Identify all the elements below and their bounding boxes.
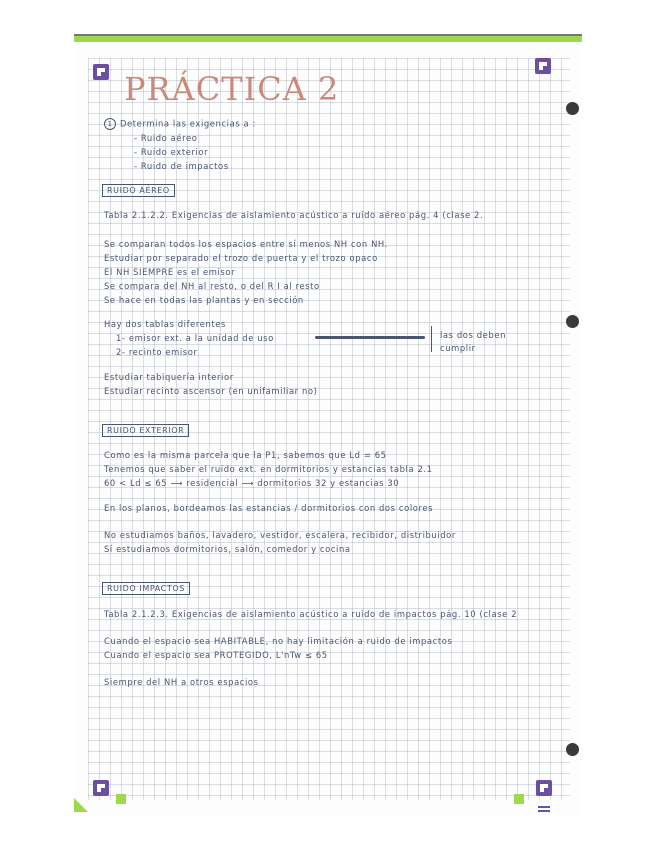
question-text: Determina las exigencias a : [120,118,256,129]
question-1 [104,118,256,130]
green-marker-right [514,794,524,804]
heading-ruido-exterior: RUIDO EXTERIOR [102,424,189,437]
green-marker-left [116,794,126,804]
question-number: 1 [104,118,116,130]
brace-note-1: las dos deben [440,330,506,340]
exterior-line-3: 60 < Ld ≤ 65 ⟶ residencial ⟶ dormitorios 32 y estancias 30 [104,478,400,488]
punch-hole-bottom [566,743,579,756]
tables-intro: Hay dos tablas diferentes [104,319,226,329]
exterior-line-1: Como es la misma parcela que la P1, sabemos que Ld = 65 [104,450,387,460]
footer-green-corner [74,798,88,812]
crossed-out-text [315,336,425,339]
aereo-line-3: El NH SIEMPRE es el emisor [104,267,236,277]
exterior-line-2: Tenemos que saber el ruido ext. en dormitorios y estancias tabla 2.1 [104,464,433,474]
punch-hole-top [566,102,579,115]
exterior-line-6: Sí estudiamos dormitorios, salón, comedor y cocina [104,544,351,554]
aereo-extra-1: Estudiar tabiquería interior [104,372,234,382]
aereo-line-2: Estudiar por separado el trozo de puerta y el trozo opaco [104,253,378,263]
brace-mark [431,326,432,352]
top-right-corner-icon [535,58,551,74]
top-left-corner-icon [93,64,109,80]
impactos-line-4: Siempre del NH a otros espacios [104,677,259,687]
aereo-line-5: Se hace en todas las plantas y en sección [104,295,304,305]
bottom-left-corner-icon [93,780,109,796]
brace-note-2: cumplir [440,343,476,353]
q1-item-1: - Ruido aéreo [134,133,198,143]
aereo-line-4: Se compara del NH al resto, o del R I al resto [104,281,320,291]
punch-hole-middle [566,315,579,328]
top-color-band [74,34,582,46]
footer-lines-icon [538,806,550,814]
q1-item-2: - Ruido exterior [134,147,209,157]
page-title: PRÁCTICA 2 [124,70,340,108]
q1-item-3: - Ruido de impactos [134,161,229,171]
tables-item-1: 1- emisor ext. a la unidad de uso [116,333,274,343]
exterior-line-5: No estudiamos baños, lavadero, vestidor, escalera, recibidor, distribuidor [104,530,456,540]
impactos-line-1: Tabla 2.1.2.3. Exigencias de aislamiento acústico a ruido de impactos pág. 10 (clase 2 [104,609,518,619]
heading-ruido-impactos: RUIDO IMPACTOS [102,582,190,595]
tables-item-2: 2- recinto emisor [116,347,198,357]
top-green-band [74,36,582,42]
aereo-line-1: Se comparan todos los espacios entre sí menos NH con NH. [104,239,388,249]
impactos-line-3: Cuando el espacio sea PROTEGIDO, L'nTw ≤ 65 [104,650,328,660]
impactos-line-2: Cuando el espacio sea HABITABLE, no hay limitación a ruido de impactos [104,636,453,646]
bottom-right-corner-icon [536,780,552,796]
exterior-line-4: En los planos, bordeamos las estancias / dormitorios con dos colores [104,503,434,513]
aereo-extra-2: Estudiar recinto ascensor (en unifamiliar no) [104,386,318,396]
heading-ruido-aereo: RUIDO AÉREO [102,184,175,197]
aereo-table-ref: Tabla 2.1.2.2. Exigencias de aislamiento acústico a ruido aéreo pág. 4 (clase 2. [104,210,484,220]
